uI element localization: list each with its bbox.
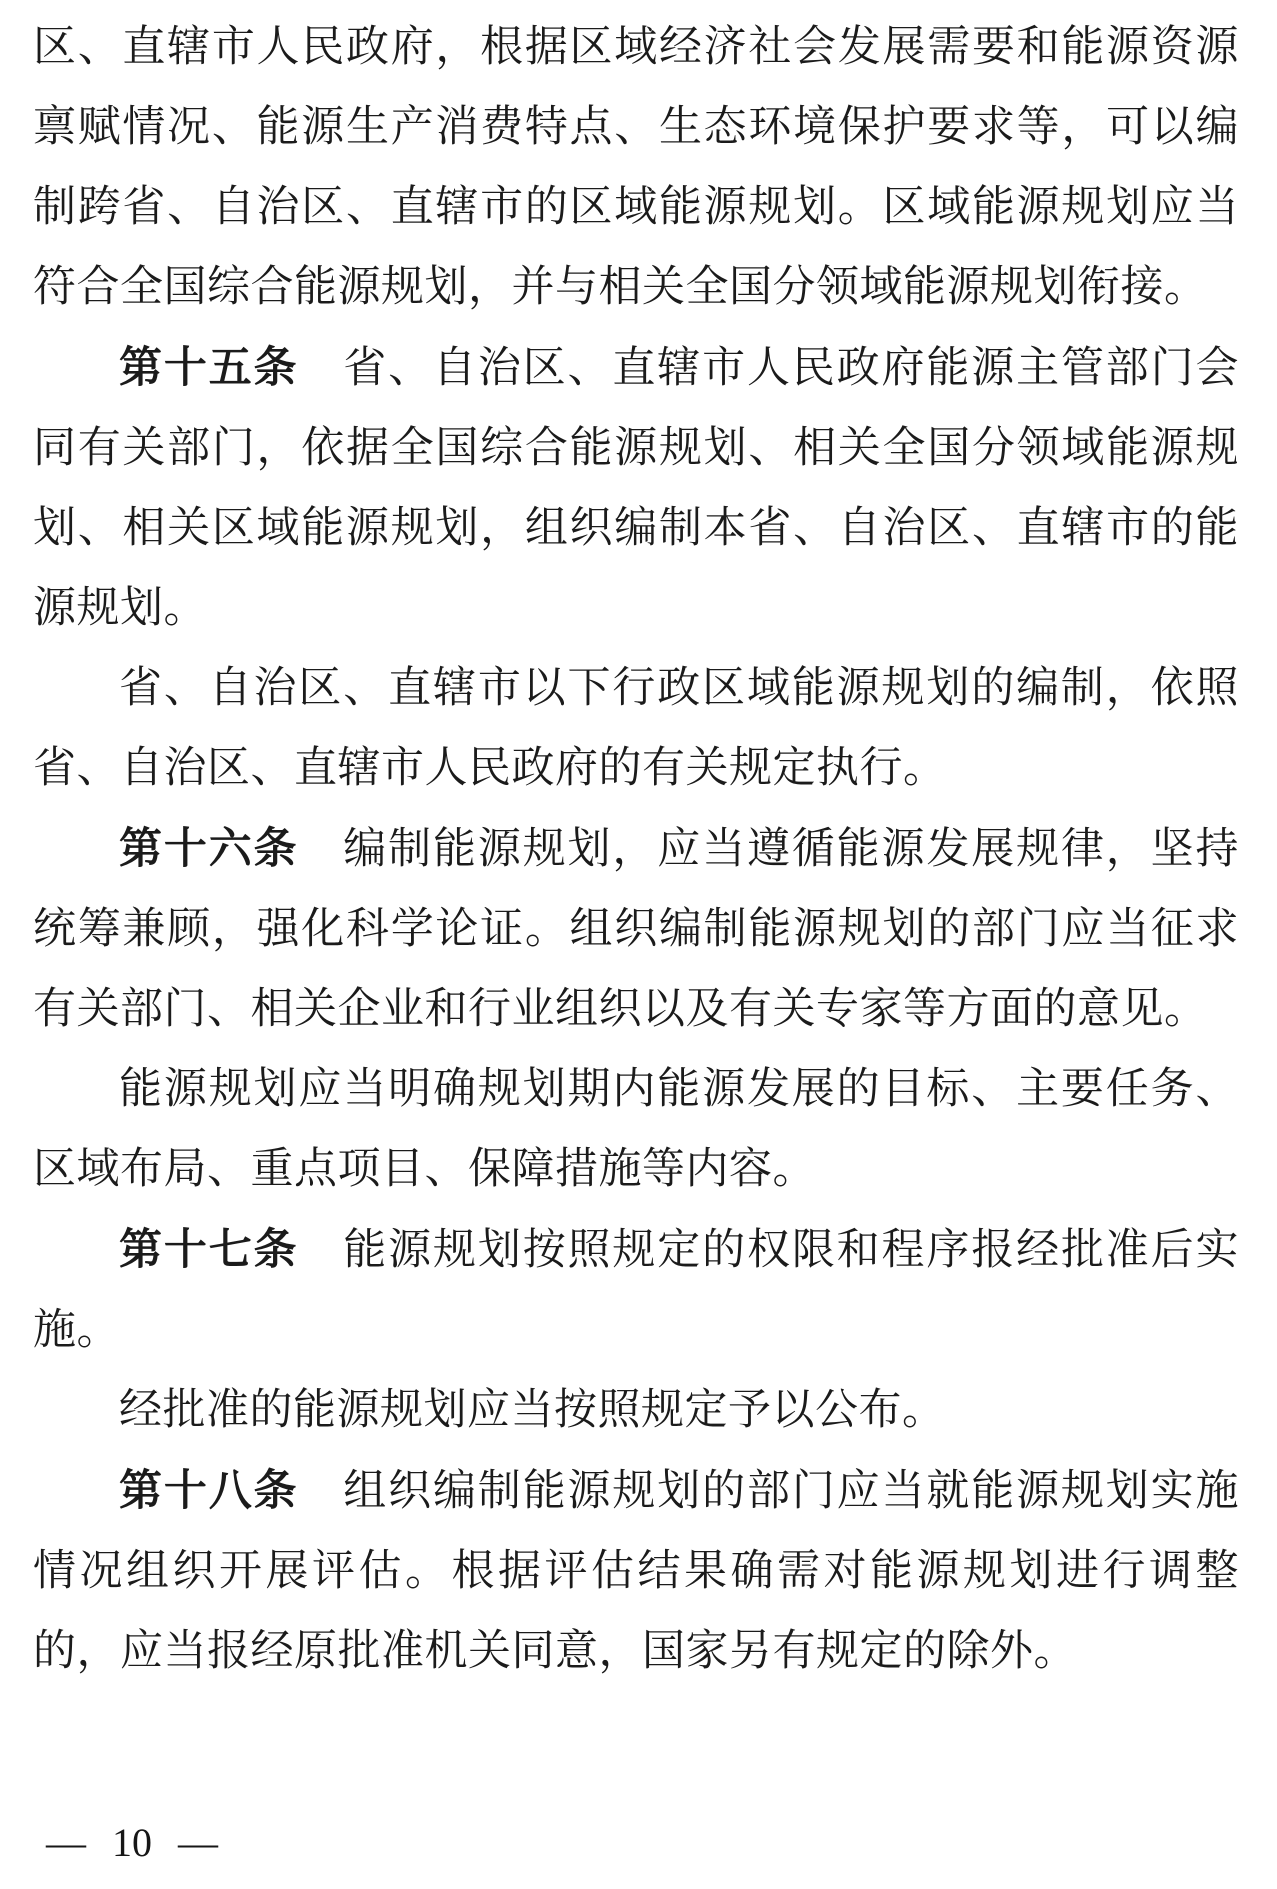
- body-paragraph: 省、自治区、直辖市以下行政区域能源规划的编制，依照省、自治区、直辖市人民政府的有关规定执行。: [33, 665, 1239, 792]
- article-number: 第十六条: [119, 825, 299, 873]
- article-paragraph: 第十六条 编制能源规划，应当遵循能源发展规律，坚持统筹兼顾，强化科学论证。组织编制能源规划的部门应当征求有关部门、相关企业和行业组织以及有关专家等方面的意见。: [33, 825, 1240, 1033]
- article-paragraph: 第十八条 组织编制能源规划的部门应当就能源规划实施情况组织开展评估。根据评估结果确需对能源规划进行调整的，应当报经原批准机关同意，国家另有规定的除外。: [33, 1467, 1240, 1675]
- article-paragraph: 第十五条 省、自治区、直辖市人民政府能源主管部门会同有关部门，依据全国综合能源规划、相关全国分领域能源规划、相关区域能源规划，组织编制本省、自治区、直辖市的能源规划。: [33, 344, 1240, 632]
- article-number: 第十五条: [119, 344, 299, 392]
- body-paragraph: 能源规划应当明确规划期内能源发展的目标、主要任务、区域布局、重点项目、保障措施等内容。: [33, 1066, 1239, 1193]
- article-paragraph: 第十七条 能源规划按照规定的权限和程序报经批准后实施。: [33, 1226, 1240, 1354]
- article-number: 第十八条: [119, 1467, 299, 1515]
- footer-dash-right: —: [178, 1820, 218, 1865]
- body-paragraph: 区、直辖市人民政府，根据区域经济社会发展需要和能源资源禀赋情况、能源生产消费特点、生态环境保护要求等，可以编制跨省、自治区、直辖市的区域能源规划。区域能源规划应当符合全国综合能源规划，并与相关全国分领域能源规划衔接。: [33, 24, 1239, 311]
- body-paragraph: 经批准的能源规划应当按照规定予以公布。: [119, 1387, 946, 1434]
- page-number: 10: [112, 1820, 152, 1865]
- document-body: [33, 8, 1239, 1692]
- page-footer: [46, 1821, 218, 1865]
- article-number: 第十七条: [119, 1226, 299, 1274]
- footer-dash-left: —: [46, 1820, 86, 1865]
